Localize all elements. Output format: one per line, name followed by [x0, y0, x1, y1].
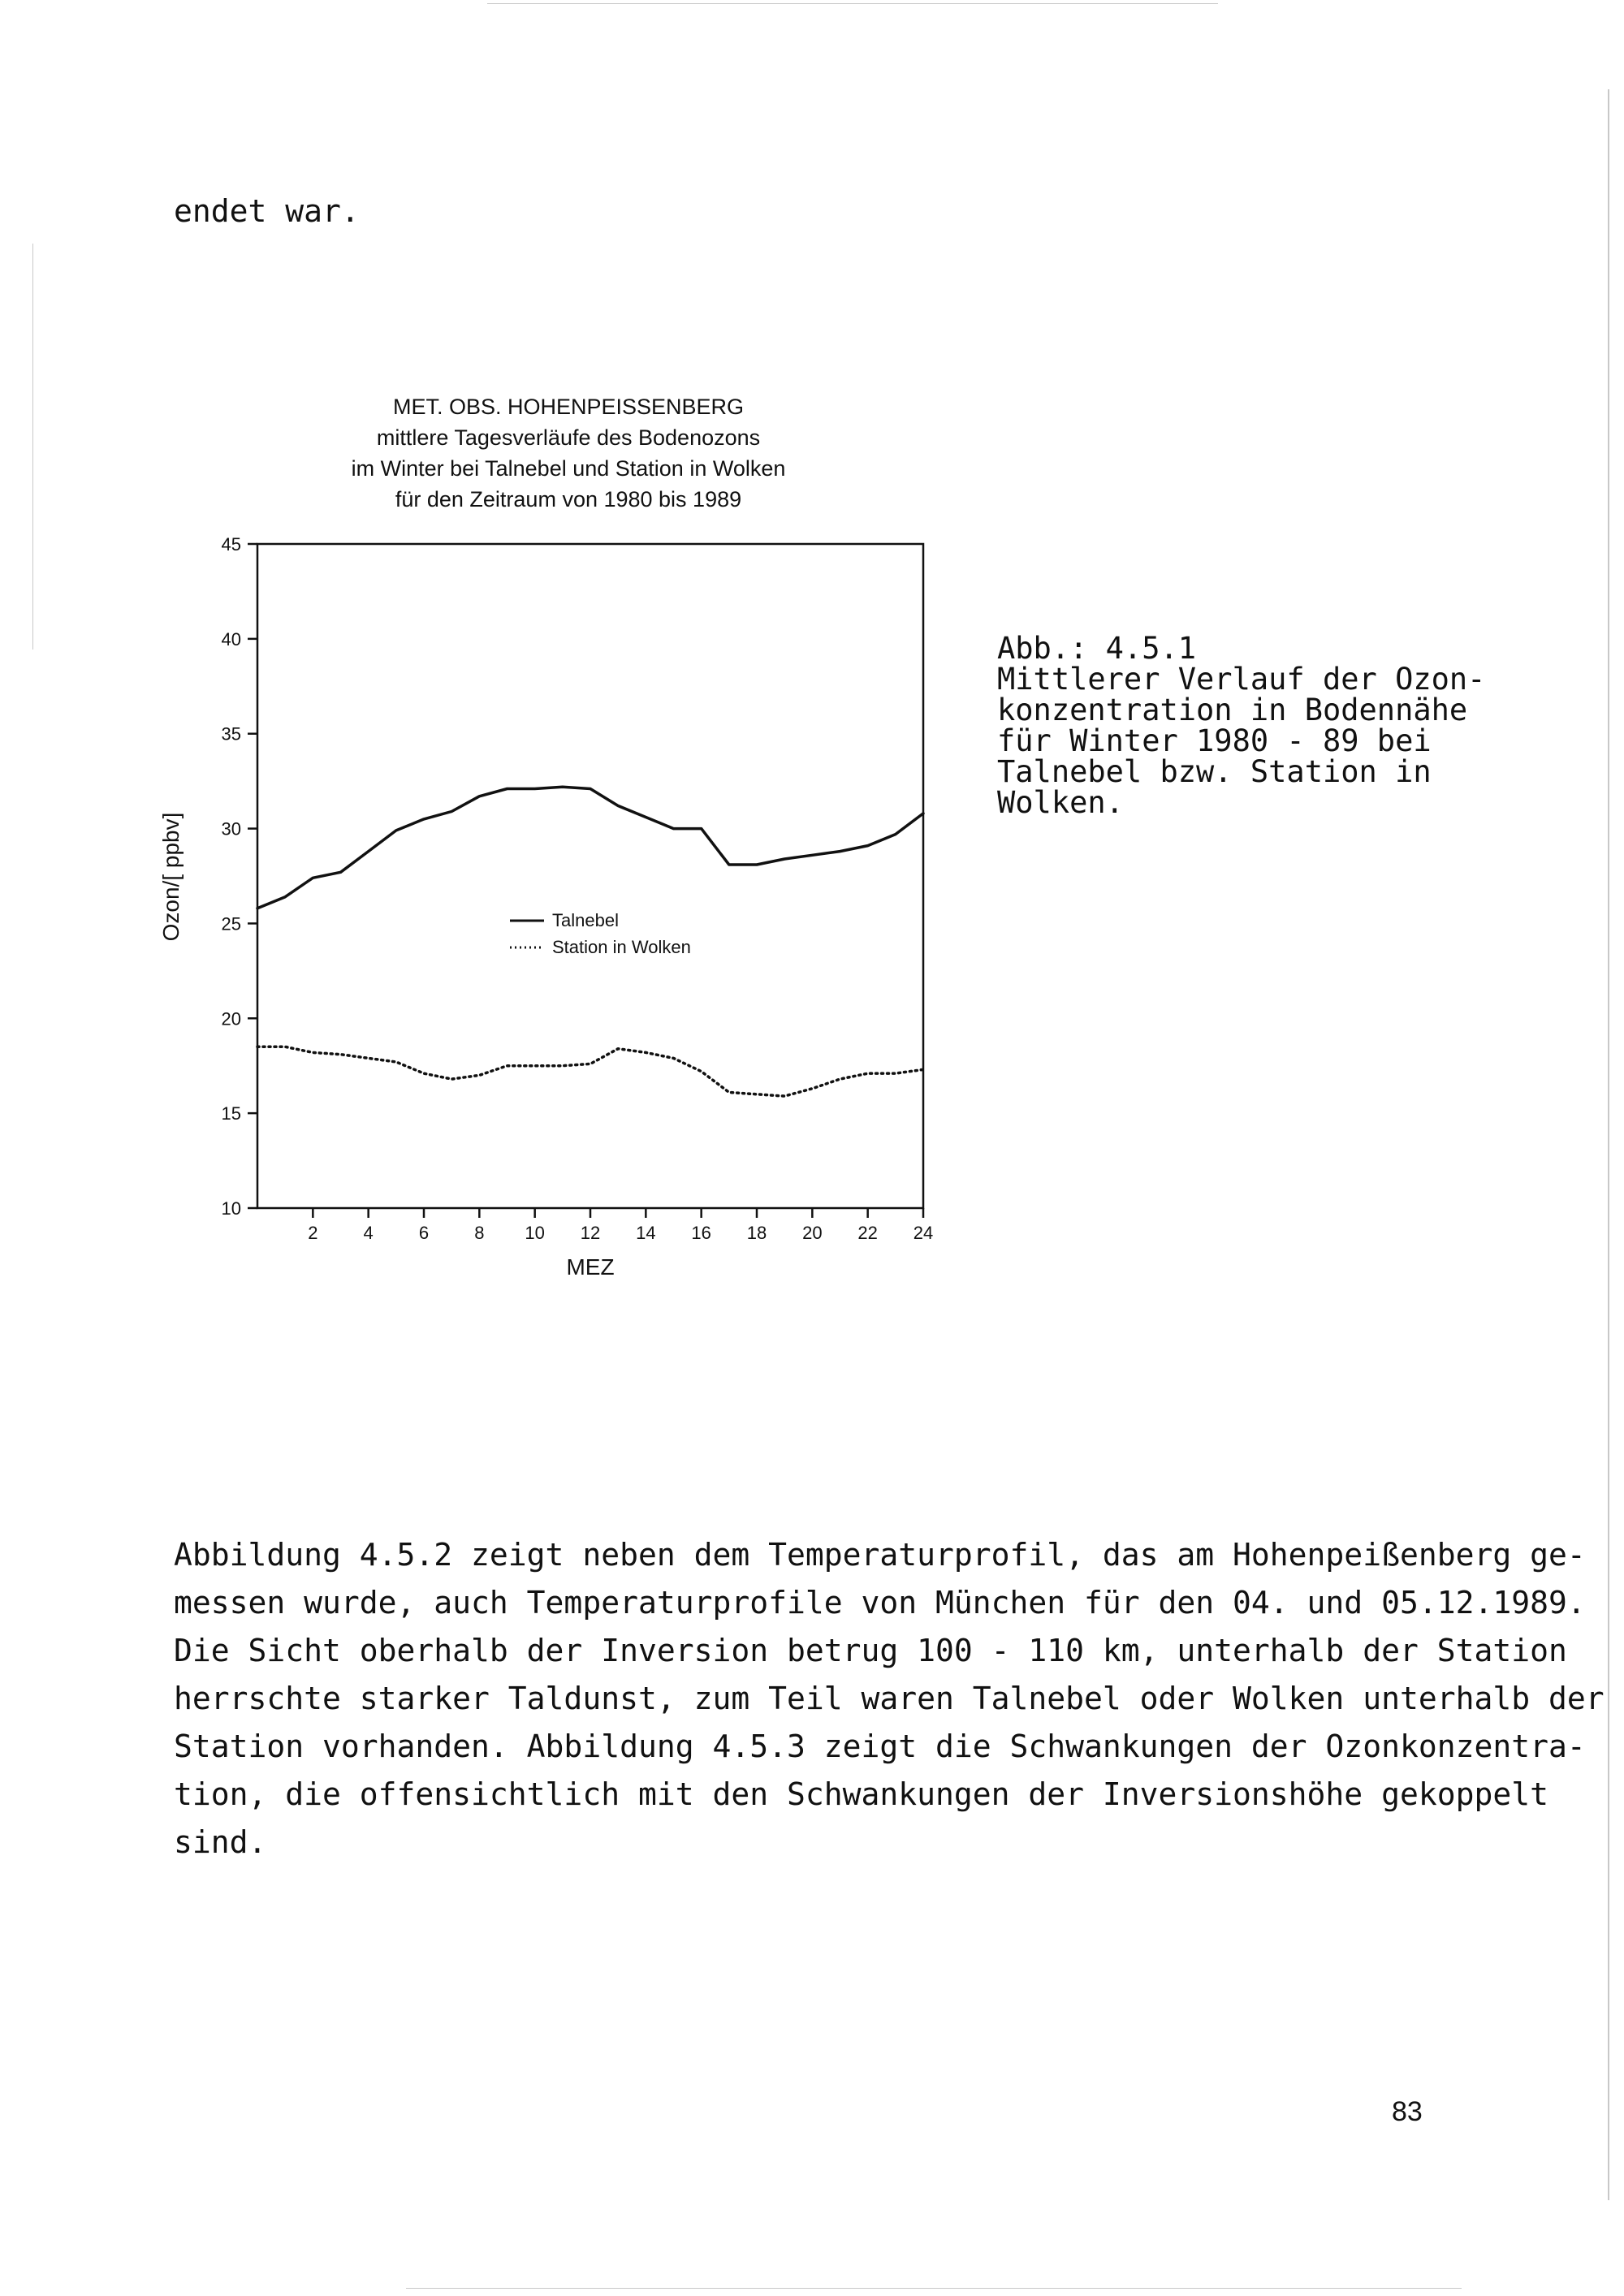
y-tick-label: 25: [221, 913, 241, 934]
ozone-chart: [154, 382, 958, 1291]
y-tick-label: 35: [221, 723, 241, 744]
x-tick-label: 24: [913, 1223, 934, 1243]
x-tick-label: 12: [580, 1223, 601, 1243]
scan-edge-top: [487, 3, 1218, 4]
body-line: herrschte starker Taldunst, zum Teil waren Talnebel oder Wolken unterhalb der: [174, 1681, 1605, 1716]
y-tick-label: 45: [221, 534, 241, 555]
scan-edge-right: [1608, 89, 1609, 2200]
caption-line: Wolken.: [997, 785, 1124, 820]
chart-title-line-1: MET. OBS. HOHENPEISSENBERG: [392, 395, 745, 419]
chart-title-line-3: im Winter bei Talnebel und Station in Wolken: [351, 456, 786, 481]
plot-frame: [257, 544, 923, 1208]
legend: [510, 910, 691, 957]
y-tick-label: 10: [221, 1198, 241, 1219]
intro-text: endet war.: [174, 193, 360, 229]
x-tick-label: 16: [691, 1223, 711, 1243]
body-line: Abbildung 4.5.2 zeigt neben dem Temperaturprofil, das am Hohenpeißenberg ge-: [174, 1537, 1586, 1573]
body-line: messen wurde, auch Temperaturprofile von München für den 04. und 05.12.1989.: [174, 1585, 1586, 1621]
body-line: sind.: [174, 1824, 267, 1860]
x-tick-label: 8: [474, 1223, 485, 1243]
x-tick-label: 18: [746, 1223, 767, 1243]
x-tick-label: 20: [802, 1223, 823, 1243]
legend-entry-station-in-wolken: Station in Wolken: [552, 937, 691, 957]
series-line-talnebel: [257, 787, 923, 908]
figure-caption: [997, 631, 1486, 820]
caption-line: Abb.: 4.5.1: [997, 631, 1197, 666]
x-tick-label: 6: [418, 1223, 430, 1243]
y-axis-label: Ozon/[ ppbv]: [158, 812, 184, 942]
scan-edge-bottom: [406, 2288, 1462, 2289]
caption-line: konzentration in Bodennähe: [997, 693, 1468, 727]
body-line: Die Sicht oberhalb der Inversion betrug 100 - 110 km, unterhalb der Station: [174, 1633, 1567, 1668]
x-tick-label: 4: [363, 1223, 374, 1243]
x-axis-label: MEZ: [566, 1254, 615, 1280]
x-tick-label: 10: [525, 1223, 545, 1243]
x-axis: [308, 1208, 933, 1243]
x-tick-label: 14: [636, 1223, 656, 1243]
y-tick-label: 15: [221, 1103, 241, 1124]
y-tick-label: 40: [221, 628, 241, 650]
y-tick-label: 30: [221, 818, 241, 839]
body-paragraph: [174, 1531, 1605, 1867]
chart-title-line-4: für den Zeitraum von 1980 bis 1989: [395, 487, 742, 511]
legend-entry-talnebel: Talnebel: [552, 910, 619, 930]
body-line: Station vorhanden. Abbildung 4.5.3 zeigt die Schwankungen der Ozonkonzentra-: [174, 1728, 1586, 1764]
page-number: 83: [1392, 2096, 1423, 2127]
y-tick-label: 20: [221, 1008, 241, 1029]
y-axis: [222, 534, 257, 1219]
body-line: tion, die offensichtlich mit den Schwankungen der Inversionshöhe gekoppelt: [174, 1776, 1548, 1812]
chart-title-line-2: mittlere Tagesverläufe des Bodenozons: [376, 425, 761, 450]
x-tick-label: 22: [857, 1223, 878, 1243]
caption-line: für Winter 1980 - 89 bei: [997, 723, 1432, 758]
series-line-station-in-wolken: [257, 1047, 923, 1096]
caption-line: Talnebel bzw. Station in: [997, 754, 1432, 789]
caption-line: Mittlerer Verlauf der Ozon-: [997, 662, 1486, 697]
scan-edge-left: [32, 244, 33, 650]
x-tick-label: 2: [308, 1223, 318, 1243]
ozone-figure: [154, 382, 958, 1291]
